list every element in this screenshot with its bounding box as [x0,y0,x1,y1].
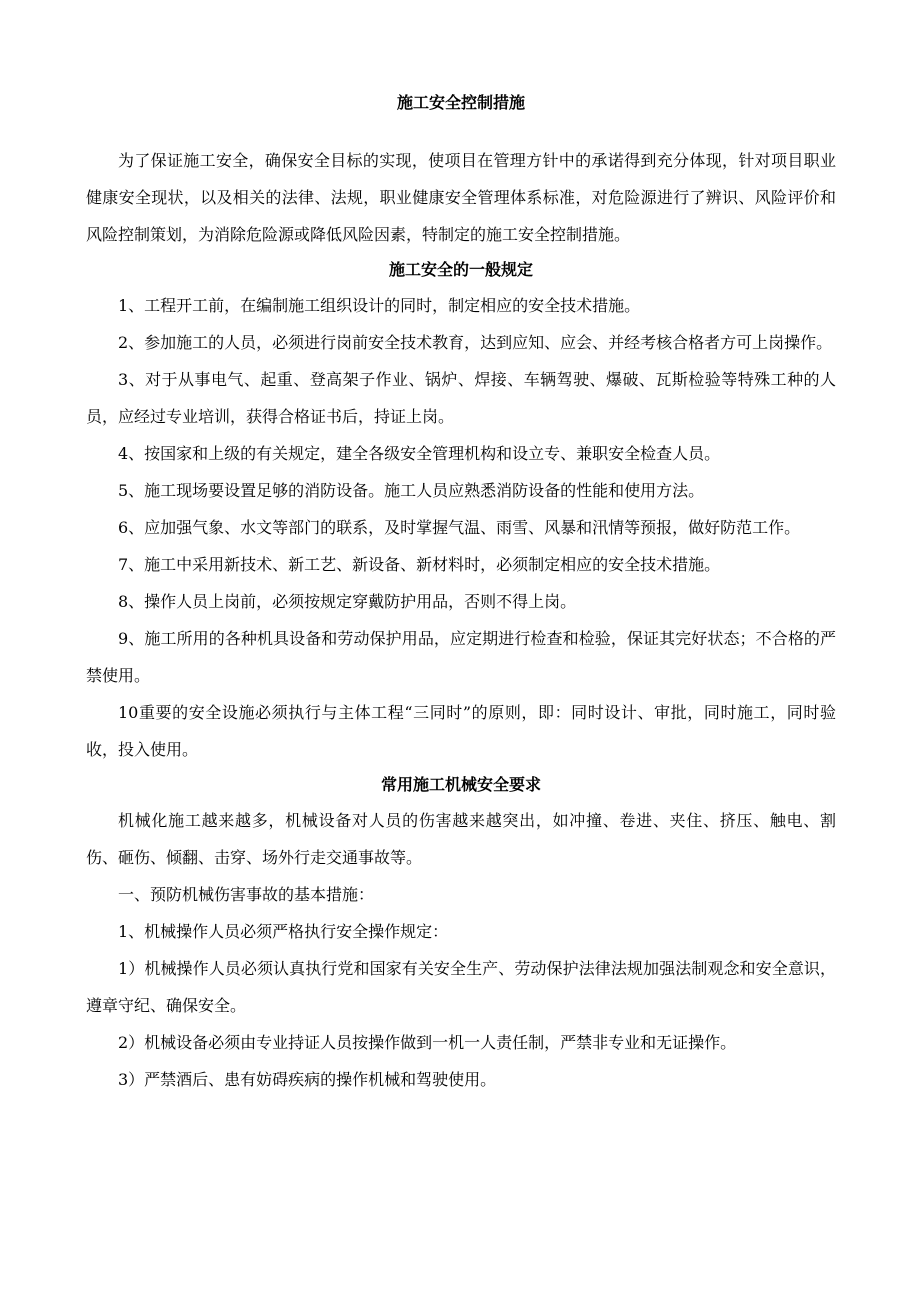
general-rule-item: 2、参加施工的人员，必须进行岗前安全技术教育，达到应知、应会、并经考核合格者方可上岗操作。 [118,333,833,352]
machinery-intro-paragraph: 机械化施工越来越多，机械设备对人员的伤害越来越突出，如冲撞、卷进、夹住、挤压、触电、割伤、砸伤、倾翻、击穿、场外行走交通事故等。 [86,811,836,867]
general-rule-item: 5、施工现场要设置足够的消防设备。施工人员应熟悉消防设备的性能和使用方法。 [118,481,705,500]
machinery-point-item: 1）机械操作人员必须认真执行党和国家有关安全生产、劳动保护法律法规加强法制观念和安全意识，遵章守纪、确保安全。 [86,959,836,1015]
general-rule-item: 10重要的安全设施必须执行与主体工程“三同时”的原则，即：同时设计、审批，同时施工，同时验收，投入使用。 [86,703,836,759]
machinery-subheading: 一、预防机械伤害事故的基本措施： [118,885,375,904]
general-rule-item: 9、施工所用的各种机具设备和劳动保护用品，应定期进行检查和检验，保证其完好状态；不合格的严禁使用。 [86,629,836,685]
machinery-point-item: 2）机械设备必须由专业持证人员按操作做到一机一人责任制，严禁非专业和无证操作。 [118,1033,737,1052]
section-title-machinery: 常用施工机械安全要求 [380,775,541,794]
section-title-general-rules: 施工安全的一般规定 [388,260,533,279]
intro-paragraph: 为了保证施工安全，确保安全目标的实现，使项目在管理方针中的承诺得到充分体现，针对项目职业健康安全现状，以及相关的法律、法规，职业健康安全管理体系标准，对危险源进行了辨识、风险评价和风险控制策划，为消除危险源或降低风险因素，特制定的施工安全控制措施。 [86,151,836,244]
general-rule-item: 1、工程开工前，在编制施工组织设计的同时，制定相应的安全技术措施。 [118,296,641,315]
machinery-point-item: 3）严禁酒后、患有妨碍疾病的操作机械和驾驶使用。 [118,1070,497,1089]
general-rule-item: 4、按国家和上级的有关规定，建全各级安全管理机构和设立专、兼职安全检查人员。 [118,444,721,463]
general-rule-item: 6、应加强气象、水文等部门的联系，及时掌握气温、雨雪、风暴和汛情等预报，做好防范工作。 [118,518,801,537]
general-rules-list [86,287,836,768]
document-title: 施工安全控制措施 [396,93,525,112]
general-rule-item: 7、施工中采用新技术、新工艺、新设备、新材料时，必须制定相应的安全技术措施。 [118,555,721,574]
document-page [86,86,836,1098]
machinery-points-list [86,950,836,1098]
machinery-rule-1: 1、机械操作人员必须严格执行安全操作规定： [118,922,449,941]
general-rule-item: 3、对于从事电气、起重、登高架子作业、锅炉、焊接、车辆驾驶、爆破、瓦斯检验等特殊工种的人员，应经过专业培训，获得合格证书后，持证上岗。 [86,370,836,426]
general-rule-item: 8、操作人员上岗前，必须按规定穿戴防护用品，否则不得上岗。 [118,592,577,611]
